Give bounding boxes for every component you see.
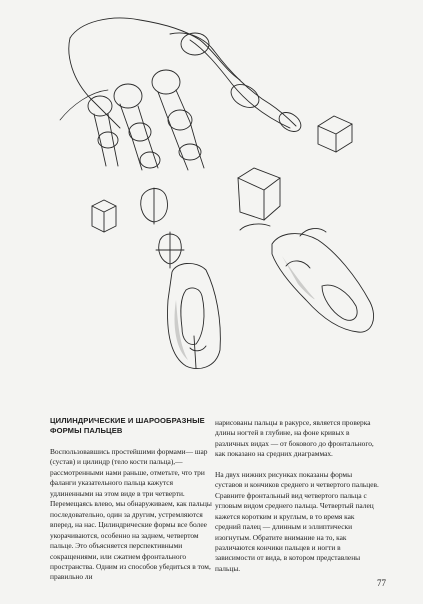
right-paragraph-2: На двух нижних рисунках показаны формы суставов и кончиков среднего и четвертого пальцев. Сравните фронтальный вид четвертого пальца с угловым видом среднего пальца. Четвертый палец кажется коротким и круглым, в то время как средний палец — длинным и эллиптически изогнутым. Обратите внимание на то, как различаются кончики пальцев и ногти в зависимости от вида, в котором представлены пальцы.	[215, 469, 379, 573]
right-text-column	[215, 418, 380, 574]
right-paragraph-1: нарисованы пальцы в ракурсе, является проверка длины ногтей в глубине, на фоне кривых в различных видах — от бокового до фронтального, как показано на средних диаграммах.	[215, 418, 374, 459]
section-heading: ЦИЛИНДРИЧЕСКИЕ И ШАРООБРАЗНЫЕ ФОРМЫ ПАЛЬЦЕВ	[50, 416, 205, 435]
left-text-column	[50, 447, 215, 583]
left-paragraph: Воспользовавшись простейшими формами— шар (сустав) и цилиндр (тело кости пальца),— рассмотренными нами раньше, отметьте, что три фаланги указательного пальца кажутся удлиненными на этом виде в три четверти. Перемещаясь влево, мы обнаруживаем, как пальцы последовательно, один за другим, устремляются вперед, на нас. Цилиндрические формы все более укорачиваются, особенно на заднем, четвертом пальце. Это объясняется перспективными сокращениями, или сжатием фронтального пространства. Одним из способов убедиться в том, правильно ли	[50, 447, 212, 582]
page-number: 77	[377, 578, 386, 588]
